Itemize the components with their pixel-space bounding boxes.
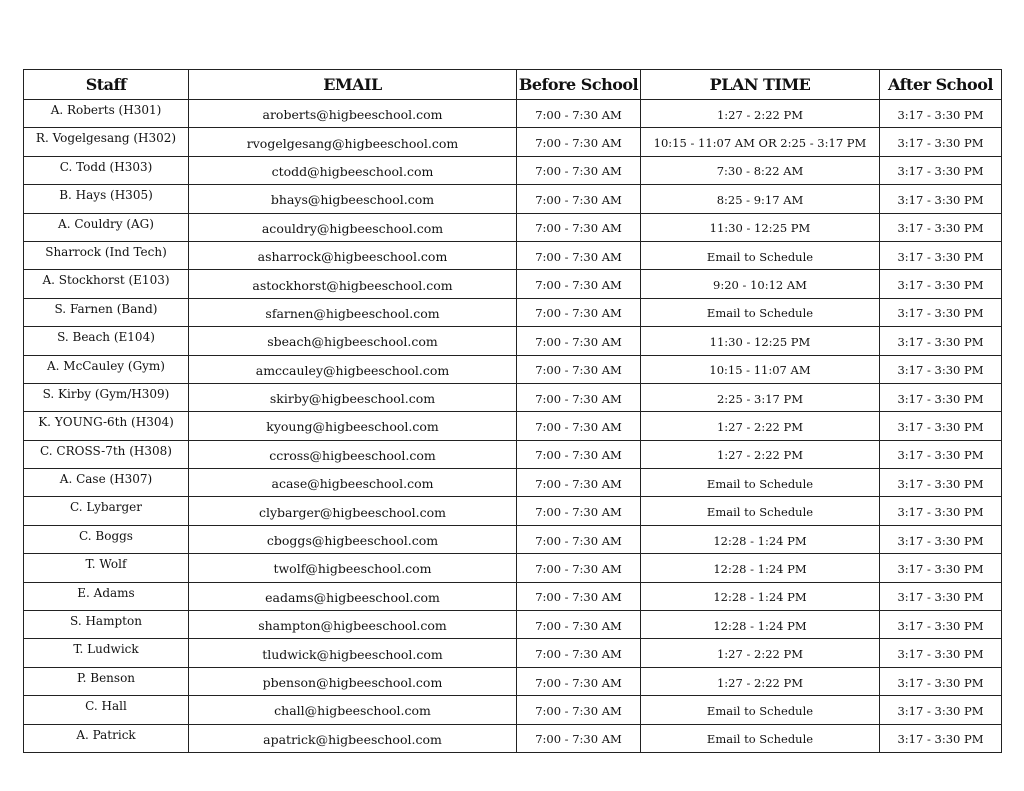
staff-name-cell: A. Stockhorst (E103) — [24, 270, 189, 298]
plan-time-cell: 1:27 - 2:22 PM — [641, 412, 880, 440]
before-school-cell: 7:00 - 7:30 AM — [517, 156, 641, 184]
email-cell: clybarger@higbeeschool.com — [189, 497, 517, 525]
after-school-cell: 3:17 - 3:30 PM — [880, 100, 1002, 128]
staff-name-cell: C. Lybarger — [24, 497, 189, 525]
before-school-cell: 7:00 - 7:30 AM — [517, 298, 641, 326]
before-school-cell: 7:00 - 7:30 AM — [517, 128, 641, 156]
before-school-cell: 7:00 - 7:30 AM — [517, 327, 641, 355]
table-row — [24, 213, 1002, 241]
table-row — [24, 327, 1002, 355]
before-school-cell: 7:00 - 7:30 AM — [517, 213, 641, 241]
plan-time-cell: 11:30 - 12:25 PM — [641, 327, 880, 355]
table-row — [24, 525, 1002, 553]
after-school-cell: 3:17 - 3:30 PM — [880, 412, 1002, 440]
email-cell: acouldry@higbeeschool.com — [189, 213, 517, 241]
header-staff: Staff — [24, 70, 189, 100]
email-cell: shampton@higbeeschool.com — [189, 611, 517, 639]
plan-time-cell: 12:28 - 1:24 PM — [641, 525, 880, 553]
after-school-cell: 3:17 - 3:30 PM — [880, 611, 1002, 639]
email-cell: eadams@higbeeschool.com — [189, 582, 517, 610]
email-cell: pbenson@higbeeschool.com — [189, 667, 517, 695]
staff-name-cell: K. YOUNG-6th (H304) — [24, 412, 189, 440]
email-cell: cboggs@higbeeschool.com — [189, 525, 517, 553]
staff-name-cell: S. Farnen (Band) — [24, 298, 189, 326]
staff-name-cell: A. Case (H307) — [24, 469, 189, 497]
staff-name-cell: T. Wolf — [24, 554, 189, 582]
header-email: EMAIL — [189, 70, 517, 100]
staff-name-cell: S. Kirby (Gym/H309) — [24, 383, 189, 411]
plan-time-cell: Email to Schedule — [641, 241, 880, 269]
email-cell: apatrick@higbeeschool.com — [189, 724, 517, 752]
before-school-cell: 7:00 - 7:30 AM — [517, 639, 641, 667]
after-school-cell: 3:17 - 3:30 PM — [880, 582, 1002, 610]
header-row — [24, 70, 1002, 100]
after-school-cell: 3:17 - 3:30 PM — [880, 554, 1002, 582]
plan-time-cell: 1:27 - 2:22 PM — [641, 440, 880, 468]
staff-name-cell: P. Benson — [24, 667, 189, 695]
after-school-cell: 3:17 - 3:30 PM — [880, 724, 1002, 752]
before-school-cell: 7:00 - 7:30 AM — [517, 355, 641, 383]
email-cell: bhays@higbeeschool.com — [189, 185, 517, 213]
after-school-cell: 3:17 - 3:30 PM — [880, 327, 1002, 355]
staff-name-cell: A. Couldry (AG) — [24, 213, 189, 241]
staff-name-cell: Sharrock (Ind Tech) — [24, 241, 189, 269]
staff-name-cell: A. Patrick — [24, 724, 189, 752]
table-row — [24, 100, 1002, 128]
after-school-cell: 3:17 - 3:30 PM — [880, 213, 1002, 241]
table-body — [24, 100, 1002, 753]
staff-schedule-sheet — [23, 69, 1001, 753]
email-cell: rvogelgesang@higbeeschool.com — [189, 128, 517, 156]
plan-time-cell: 7:30 - 8:22 AM — [641, 156, 880, 184]
before-school-cell: 7:00 - 7:30 AM — [517, 241, 641, 269]
plan-time-cell: 2:25 - 3:17 PM — [641, 383, 880, 411]
table-row — [24, 355, 1002, 383]
email-cell: amccauley@higbeeschool.com — [189, 355, 517, 383]
staff-name-cell: C. Boggs — [24, 525, 189, 553]
email-cell: sfarnen@higbeeschool.com — [189, 298, 517, 326]
plan-time-cell: Email to Schedule — [641, 724, 880, 752]
email-cell: skirby@higbeeschool.com — [189, 383, 517, 411]
after-school-cell: 3:17 - 3:30 PM — [880, 696, 1002, 724]
after-school-cell: 3:17 - 3:30 PM — [880, 185, 1002, 213]
table-row — [24, 582, 1002, 610]
table-row — [24, 128, 1002, 156]
staff-name-cell: B. Hays (H305) — [24, 185, 189, 213]
plan-time-cell: 1:27 - 2:22 PM — [641, 639, 880, 667]
staff-name-cell: C. CROSS-7th (H308) — [24, 440, 189, 468]
after-school-cell: 3:17 - 3:30 PM — [880, 497, 1002, 525]
after-school-cell: 3:17 - 3:30 PM — [880, 667, 1002, 695]
staff-name-cell: S. Hampton — [24, 611, 189, 639]
after-school-cell: 3:17 - 3:30 PM — [880, 355, 1002, 383]
email-cell: aroberts@higbeeschool.com — [189, 100, 517, 128]
plan-time-cell: 11:30 - 12:25 PM — [641, 213, 880, 241]
table-row — [24, 696, 1002, 724]
table-row — [24, 639, 1002, 667]
before-school-cell: 7:00 - 7:30 AM — [517, 469, 641, 497]
table-row — [24, 554, 1002, 582]
before-school-cell: 7:00 - 7:30 AM — [517, 724, 641, 752]
plan-time-cell: Email to Schedule — [641, 497, 880, 525]
before-school-cell: 7:00 - 7:30 AM — [517, 412, 641, 440]
staff-schedule-table — [23, 69, 1002, 753]
before-school-cell: 7:00 - 7:30 AM — [517, 611, 641, 639]
plan-time-cell: Email to Schedule — [641, 696, 880, 724]
staff-name-cell: S. Beach (E104) — [24, 327, 189, 355]
header-before-school: Before School — [517, 70, 641, 100]
email-cell: kyoung@higbeeschool.com — [189, 412, 517, 440]
email-cell: chall@higbeeschool.com — [189, 696, 517, 724]
before-school-cell: 7:00 - 7:30 AM — [517, 667, 641, 695]
after-school-cell: 3:17 - 3:30 PM — [880, 241, 1002, 269]
plan-time-cell: 1:27 - 2:22 PM — [641, 100, 880, 128]
email-cell: twolf@higbeeschool.com — [189, 554, 517, 582]
staff-name-cell: E. Adams — [24, 582, 189, 610]
after-school-cell: 3:17 - 3:30 PM — [880, 156, 1002, 184]
table-row — [24, 469, 1002, 497]
plan-time-cell: 9:20 - 10:12 AM — [641, 270, 880, 298]
email-cell: asharrock@higbeeschool.com — [189, 241, 517, 269]
table-row — [24, 611, 1002, 639]
staff-name-cell: A. McCauley (Gym) — [24, 355, 189, 383]
before-school-cell: 7:00 - 7:30 AM — [517, 100, 641, 128]
after-school-cell: 3:17 - 3:30 PM — [880, 525, 1002, 553]
plan-time-cell: 12:28 - 1:24 PM — [641, 611, 880, 639]
table-row — [24, 383, 1002, 411]
table-row — [24, 270, 1002, 298]
email-cell: ccross@higbeeschool.com — [189, 440, 517, 468]
before-school-cell: 7:00 - 7:30 AM — [517, 696, 641, 724]
staff-name-cell: C. Hall — [24, 696, 189, 724]
staff-name-cell: T. Ludwick — [24, 639, 189, 667]
table-row — [24, 156, 1002, 184]
before-school-cell: 7:00 - 7:30 AM — [517, 582, 641, 610]
after-school-cell: 3:17 - 3:30 PM — [880, 270, 1002, 298]
before-school-cell: 7:00 - 7:30 AM — [517, 270, 641, 298]
after-school-cell: 3:17 - 3:30 PM — [880, 440, 1002, 468]
email-cell: acase@higbeeschool.com — [189, 469, 517, 497]
after-school-cell: 3:17 - 3:30 PM — [880, 639, 1002, 667]
plan-time-cell: 10:15 - 11:07 AM — [641, 355, 880, 383]
table-row — [24, 241, 1002, 269]
table-row — [24, 185, 1002, 213]
after-school-cell: 3:17 - 3:30 PM — [880, 128, 1002, 156]
email-cell: tludwick@higbeeschool.com — [189, 639, 517, 667]
before-school-cell: 7:00 - 7:30 AM — [517, 185, 641, 213]
header-after-school: After School — [880, 70, 1002, 100]
before-school-cell: 7:00 - 7:30 AM — [517, 497, 641, 525]
table-row — [24, 724, 1002, 752]
after-school-cell: 3:17 - 3:30 PM — [880, 383, 1002, 411]
table-row — [24, 497, 1002, 525]
header-plan-time: PLAN TIME — [641, 70, 880, 100]
plan-time-cell: 1:27 - 2:22 PM — [641, 667, 880, 695]
after-school-cell: 3:17 - 3:30 PM — [880, 469, 1002, 497]
plan-time-cell: 12:28 - 1:24 PM — [641, 554, 880, 582]
before-school-cell: 7:00 - 7:30 AM — [517, 383, 641, 411]
plan-time-cell: 8:25 - 9:17 AM — [641, 185, 880, 213]
staff-name-cell: R. Vogelgesang (H302) — [24, 128, 189, 156]
table-row — [24, 298, 1002, 326]
staff-name-cell: A. Roberts (H301) — [24, 100, 189, 128]
email-cell: astockhorst@higbeeschool.com — [189, 270, 517, 298]
email-cell: sbeach@higbeeschool.com — [189, 327, 517, 355]
plan-time-cell: 12:28 - 1:24 PM — [641, 582, 880, 610]
after-school-cell: 3:17 - 3:30 PM — [880, 298, 1002, 326]
before-school-cell: 7:00 - 7:30 AM — [517, 554, 641, 582]
table-row — [24, 667, 1002, 695]
email-cell: ctodd@higbeeschool.com — [189, 156, 517, 184]
staff-name-cell: C. Todd (H303) — [24, 156, 189, 184]
table-row — [24, 440, 1002, 468]
before-school-cell: 7:00 - 7:30 AM — [517, 525, 641, 553]
plan-time-cell: Email to Schedule — [641, 469, 880, 497]
before-school-cell: 7:00 - 7:30 AM — [517, 440, 641, 468]
plan-time-cell: Email to Schedule — [641, 298, 880, 326]
plan-time-cell: 10:15 - 11:07 AM OR 2:25 - 3:17 PM — [641, 128, 880, 156]
table-row — [24, 412, 1002, 440]
